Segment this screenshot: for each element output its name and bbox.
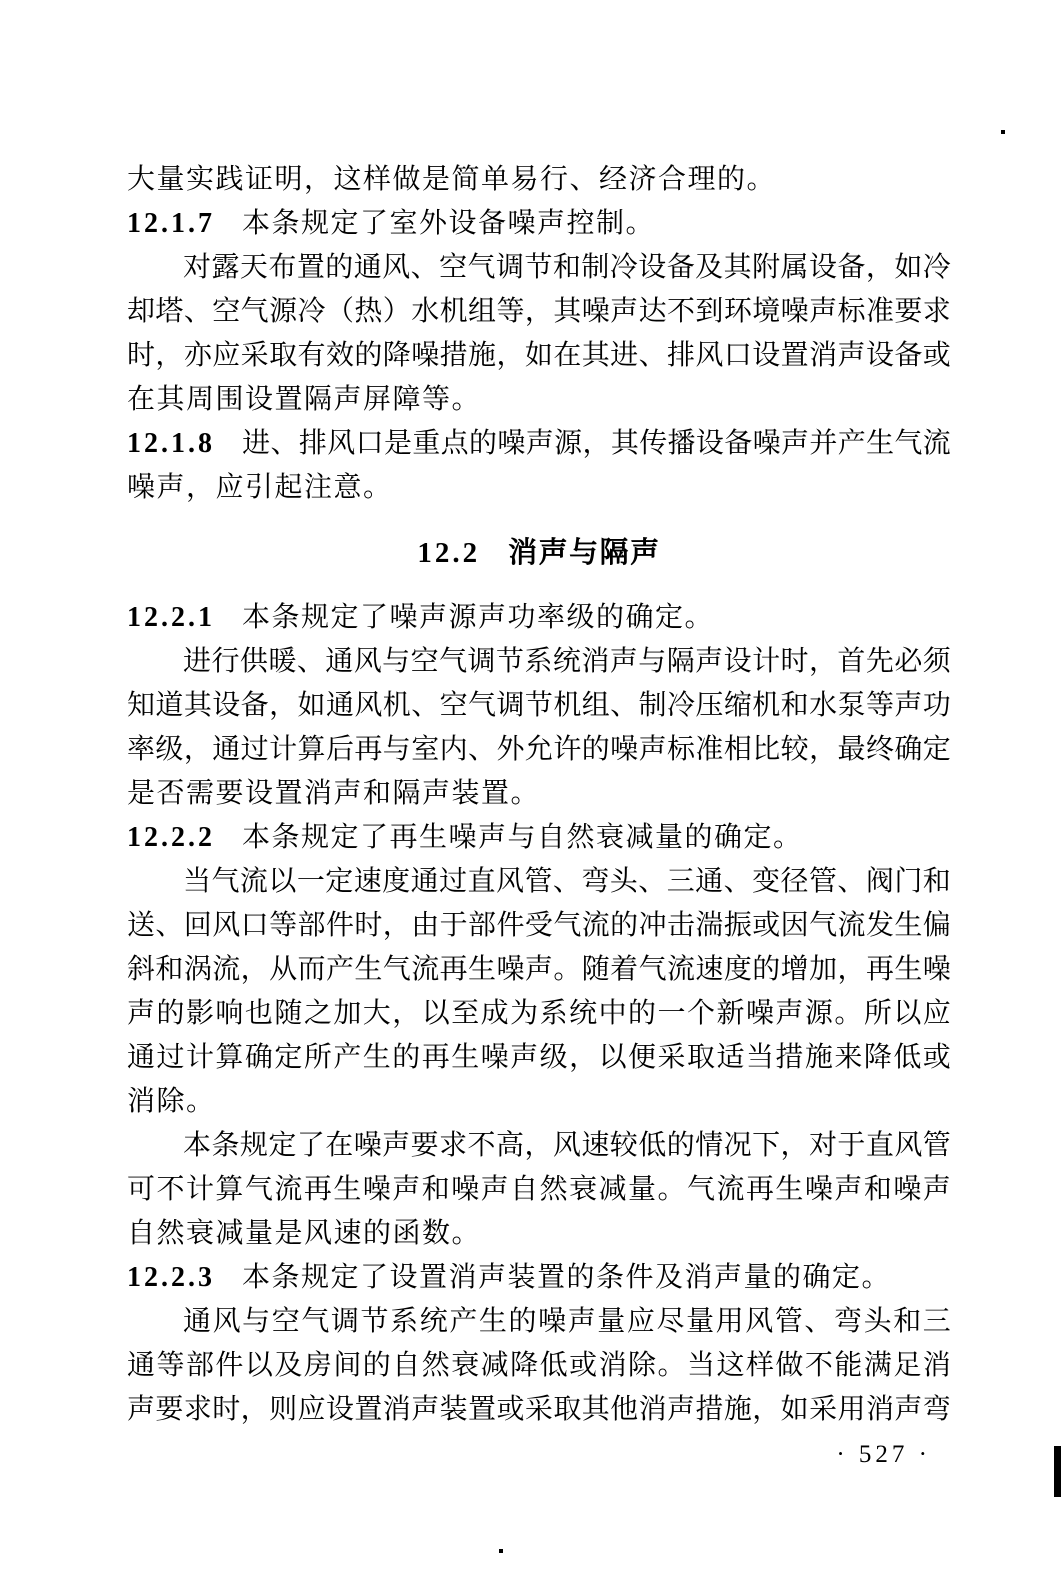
clause-text: 本条规定了再生噪声与自然衰减量的确定。 xyxy=(242,822,803,853)
line-18: 声的影响也随之加大，以至成为系统中的一个新噪声源。所以应 xyxy=(127,998,951,1029)
line-25: 通风与空气调节系统产生的噪声量应尽量用风管、弯头和三 xyxy=(183,1306,951,1337)
page-number: · 527 · xyxy=(836,1441,931,1468)
clause-text: 本条规定了噪声源声功率级的确定。 xyxy=(242,602,715,633)
line-16: 送、回风口等部件时，由于部件受气流的冲击湍振或因气流发生偏 xyxy=(127,910,951,941)
clause-number: 12.2.1 xyxy=(127,602,215,633)
clause-12-1-7 xyxy=(127,202,951,246)
scan-edge-bar xyxy=(1054,1446,1061,1497)
line-15: 当气流以一定速度通过直风管、弯头、三通、变径管、阀门和 xyxy=(183,866,951,897)
clause-12-2-2 xyxy=(127,816,951,860)
scan-speck xyxy=(499,1549,503,1553)
clause-number: 12.2.3 xyxy=(127,1262,215,1293)
line-17: 斜和涡流，从而产生气流再生噪声。随着气流速度的增加，再生噪 xyxy=(127,954,951,985)
line-01: 大量实践证明，这样做是简单易行、经济合理的。 xyxy=(127,164,777,195)
line-05: 时，亦应采取有效的降噪措施，如在其进、排风口设置消声设备或 xyxy=(127,340,951,371)
line-26: 通等部件以及房间的自然衰减降低或消除。当这样做不能满足消 xyxy=(127,1350,951,1381)
line-27: 声要求时，则应设置消声装置或采取其他消声措施，如采用消声弯 xyxy=(127,1394,951,1425)
scan-speck xyxy=(1001,130,1005,134)
line-11: 知道其设备，如通风机、空气调节机组、制冷压缩机和水泵等声功 xyxy=(127,690,951,721)
clause-text: 本条规定了室外设备噪声控制。 xyxy=(242,208,656,239)
line-13: 是否需要设置消声和隔声装置。 xyxy=(127,778,541,809)
clause-number: 12.2.2 xyxy=(127,822,215,853)
clause-number: 12.1.8 xyxy=(127,428,215,459)
line-21: 本条规定了在噪声要求不高，风速较低的情况下，对于直风管 xyxy=(183,1130,951,1161)
clause-text: 本条规定了设置消声装置的条件及消声量的确定。 xyxy=(242,1262,892,1293)
line-03: 对露天布置的通风、空气调节和制冷设备及其附属设备，如冷 xyxy=(183,252,951,283)
line-06: 在其周围设置隔声屏障等。 xyxy=(127,384,482,415)
line-04: 却塔、空气源冷（热）水机组等，其噪声达不到环境噪声标准要求 xyxy=(127,296,951,327)
line-20: 消除。 xyxy=(127,1086,216,1117)
line-19: 通过计算确定所产生的再生噪声级，以便采取适当措施来降低或 xyxy=(127,1042,951,1073)
line-08: 噪声，应引起注意。 xyxy=(127,472,393,503)
clause-text: 进、排风口是重点的噪声源，其传播设备噪声并产生气流 xyxy=(242,428,951,459)
clause-12-2-3 xyxy=(127,1256,951,1300)
section-number: 12.2 xyxy=(417,537,481,569)
line-22: 可不计算气流再生噪声和噪声自然衰减量。气流再生噪声和噪声 xyxy=(127,1174,951,1205)
clause-12-1-8 xyxy=(127,422,951,466)
page-body-text xyxy=(127,158,951,1432)
section-heading xyxy=(127,531,951,575)
line-10: 进行供暖、通风与空气调节系统消声与隔声设计时，首先必须 xyxy=(183,646,951,677)
line-12: 率级，通过计算后再与室内、外允许的噪声标准相比较，最终确定 xyxy=(127,734,951,765)
clause-number: 12.1.7 xyxy=(127,208,215,239)
line-23: 自然衰减量是风速的函数。 xyxy=(127,1218,482,1249)
section-title: 消声与隔声 xyxy=(508,537,661,569)
clause-12-2-1 xyxy=(127,596,951,640)
